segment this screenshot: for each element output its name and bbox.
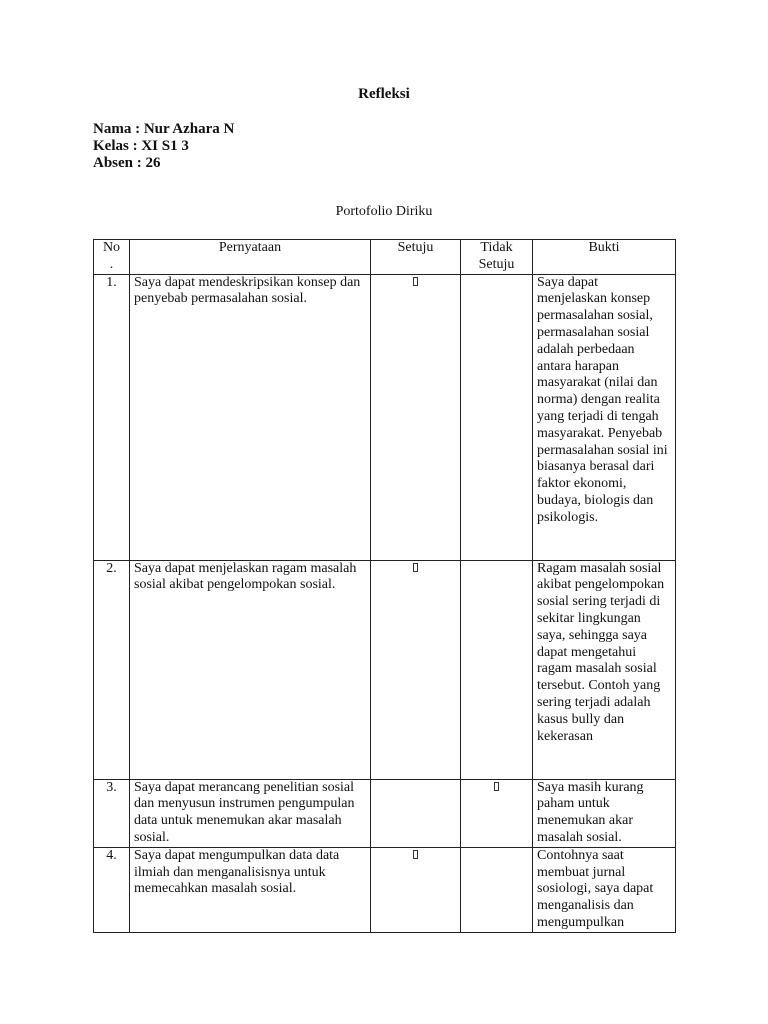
student-class: Kelas : XI S1 3	[93, 138, 189, 154]
student-identity	[93, 121, 234, 172]
header-agree: Setuju	[371, 240, 461, 275]
header-disagree: Tidak Setuju	[461, 240, 533, 275]
statement-cell: Saya dapat menjelaskan ragam masalah sosial akibat pengelompokan sosial.	[130, 560, 371, 779]
proof-cell: Saya dapat menjelaskan konsep permasalahan sosial, permasalahan sosial adalah perbedaan antara harapan masyarakat (nilai dan norma) dengan realita yang terjadi di tengah masyarakat. Penyebab permasalahan sosial ini biasanya berasal dari faktor ekonomi, budaya, biologis dan psikologis.	[533, 274, 676, 560]
table-row	[94, 779, 676, 847]
table-row	[94, 274, 676, 560]
header-no: No .	[94, 240, 130, 275]
student-name: Nama : Nur Azhara N	[93, 121, 235, 137]
disagree-cell	[461, 779, 533, 847]
row-number: 2.	[94, 560, 130, 779]
proof-cell: Ragam masalah sosial akibat pengelompokan sosial sering terjadi di sekitar lingkungan saya, sehingga saya dapat mengetahui ragam masalah sosial tersebut. Contoh yang sering terjadi adalah kasus bully dan kekerasan	[533, 560, 676, 779]
table-row	[94, 847, 676, 932]
table-title: Portofolio Diriku	[335, 204, 433, 219]
header-statement: Pernyataan	[130, 240, 371, 275]
header-proof: Bukti	[533, 240, 676, 275]
page-title: Refleksi	[358, 86, 410, 102]
row-number: 1.	[94, 274, 130, 560]
check-mark-icon	[494, 782, 499, 791]
table-header-row	[94, 240, 676, 275]
agree-cell	[371, 274, 461, 560]
agree-cell	[371, 779, 461, 847]
check-mark-icon	[413, 563, 418, 572]
row-number: 3.	[94, 779, 130, 847]
disagree-cell	[461, 847, 533, 932]
disagree-cell	[461, 560, 533, 779]
disagree-cell	[461, 274, 533, 560]
row-number: 4.	[94, 847, 130, 932]
portfolio-table	[93, 239, 676, 933]
check-mark-icon	[413, 850, 418, 859]
table-row	[94, 560, 676, 779]
statement-cell: Saya dapat mengumpulkan data data ilmiah dan menganalisisnya untuk memecahkan masalah sosial.	[130, 847, 371, 932]
statement-cell: Saya dapat mendeskripsikan konsep dan penyebab permasalahan sosial.	[130, 274, 371, 560]
check-mark-icon	[413, 277, 418, 286]
proof-cell: Saya masih kurang paham untuk menemukan akar masalah sosial.	[533, 779, 676, 847]
agree-cell	[371, 560, 461, 779]
agree-cell	[371, 847, 461, 932]
proof-cell: Contohnya saat membuat jurnal sosiologi, saya dapat menganalisis dan mengumpulkan	[533, 847, 676, 932]
student-attendance-number: Absen : 26	[93, 155, 161, 171]
statement-cell: Saya dapat merancang penelitian sosial dan menyusun instrumen pengumpulan data untuk menemukan akar masalah sosial.	[130, 779, 371, 847]
